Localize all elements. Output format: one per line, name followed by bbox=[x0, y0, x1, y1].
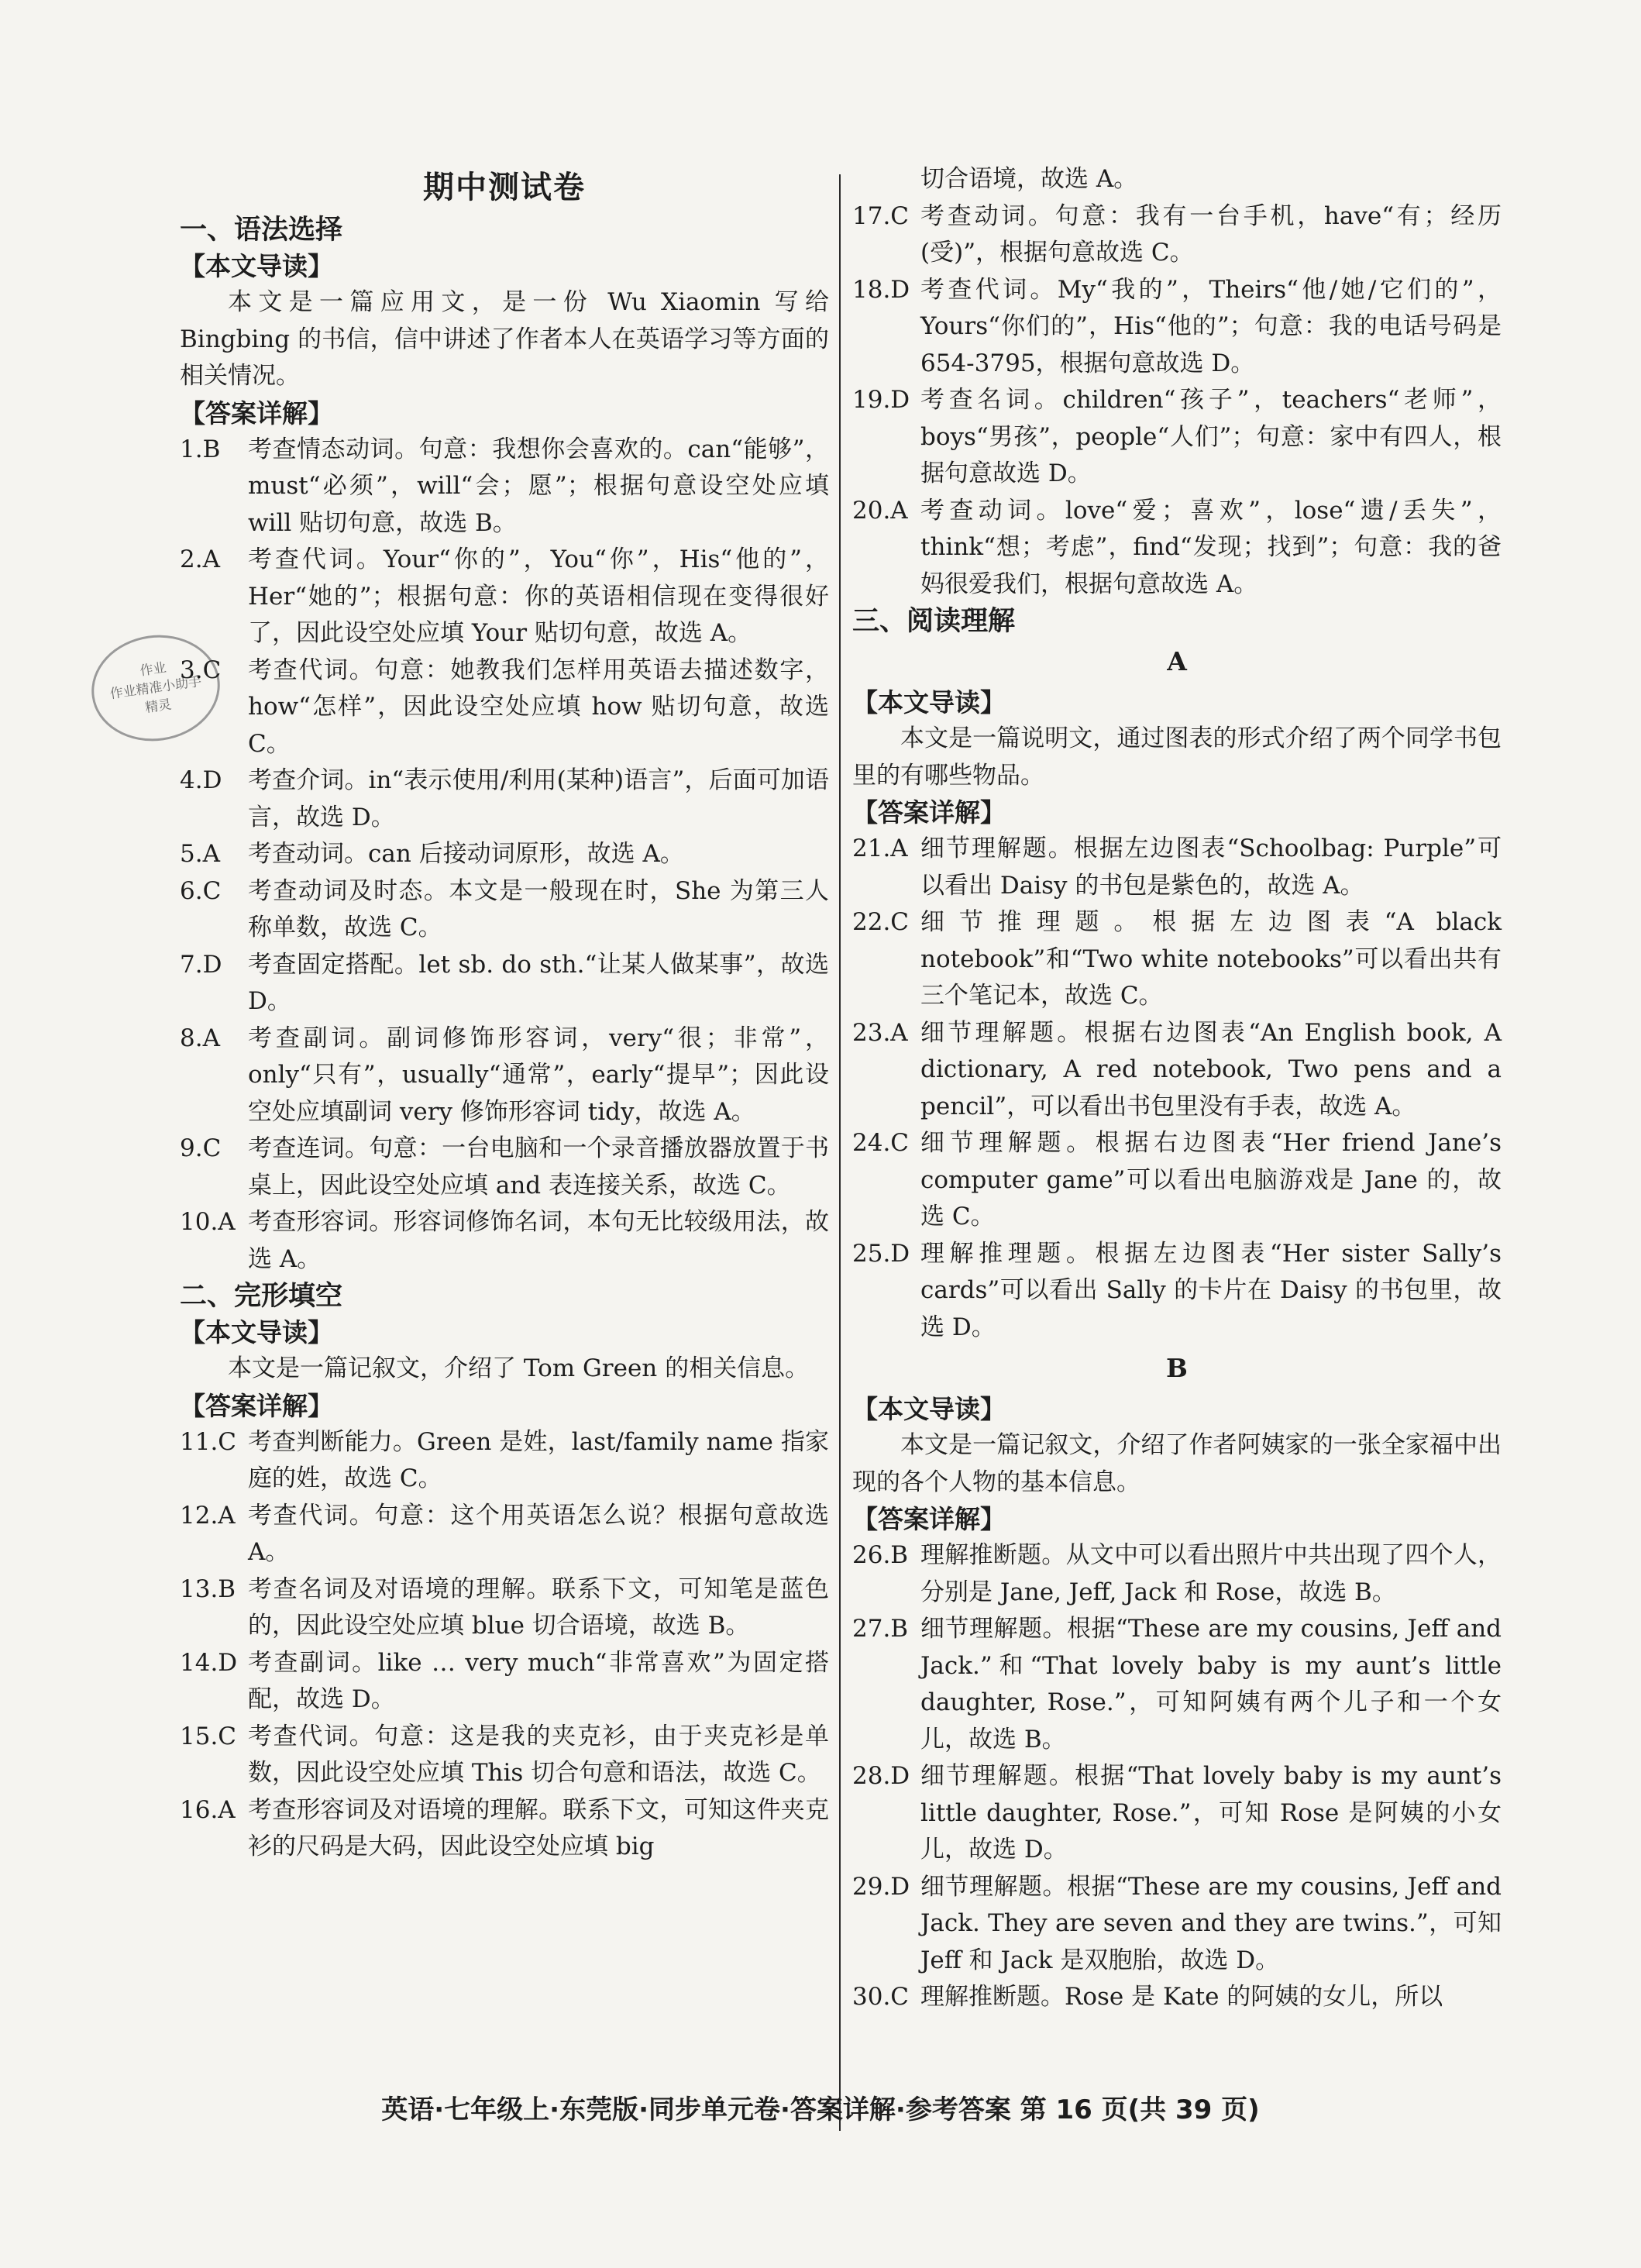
answer-number: 17.C bbox=[852, 201, 910, 230]
answer-number: 29.D bbox=[852, 1872, 910, 1901]
answer-number: 12.A bbox=[180, 1501, 236, 1530]
answer-item bbox=[852, 1869, 1502, 1980]
answer-explanation: 考查固定搭配。let sb. do sth.“让某人做某事”，故选 D。 bbox=[248, 950, 829, 1015]
answer-explanation: 考查代词。Your“你的”，You“你”，His“他的”，Her“她的”；根据句意：你的英语相信现在变得很好了，因此设空处应填 Your 贴切句意，故选 A。 bbox=[248, 545, 829, 647]
intro-paragraph: 本文是一篇说明文，通过图表的形式介绍了两个同学书包里的有哪些物品。 bbox=[852, 724, 1502, 790]
part-label: B bbox=[1166, 1353, 1188, 1383]
answer-item bbox=[180, 1204, 829, 1278]
answer-item bbox=[180, 1792, 829, 1866]
intro-label: 【本文导读】 bbox=[180, 1317, 333, 1347]
answer-label: 【答案详解】 bbox=[852, 797, 1006, 828]
answer-explanation: 细节理解题。根据“These are my cousins, Jeff and Jack. They are seven and they are twins.”，可知 Jeff 和 Jack 是双胞胎，故选 D。 bbox=[920, 1872, 1502, 1974]
answer-label: 【答案详解】 bbox=[180, 398, 333, 428]
answer-number: 9.C bbox=[180, 1134, 222, 1162]
answer-item bbox=[180, 1645, 829, 1719]
answer-explanation: 考查情态动词。句意：我想你会喜欢的。can“能够”，must“必须”，will“会；愿”；根据句意设空处应填 will 贴切句意，故选 B。 bbox=[248, 435, 829, 537]
answer-explanation: 细节理解题。根据右边图表“Her friend Jane’s computer game”可以看出电脑游戏是 Jane 的，故选 C。 bbox=[920, 1129, 1502, 1230]
part-label: A bbox=[1167, 646, 1187, 676]
answer-item bbox=[852, 1236, 1502, 1347]
answer-item bbox=[180, 1719, 829, 1792]
answer-explanation: 细节理解题。根据右边图表“An English book, A dictionary, A red notebook, Two pens and a pencil”，可以看出书包里没有手表，故选 A。 bbox=[920, 1018, 1502, 1120]
answer-item bbox=[852, 1611, 1502, 1758]
answer-explanation: 考查判断能力。Green 是姓，last/family name 指家庭的姓，故选 C。 bbox=[248, 1427, 829, 1492]
answer-item bbox=[852, 1758, 1502, 1869]
answer-item bbox=[852, 493, 1502, 604]
answer-explanation: 细节理解题。根据“That lovely baby is my aunt’s little daughter, Rose.”，可知 Rose 是阿姨的小女儿，故选 D。 bbox=[920, 1762, 1502, 1864]
answer-number: 24.C bbox=[852, 1129, 910, 1157]
answer-number: 22.C bbox=[852, 908, 910, 936]
continued-text: 切合语境，故选 A。 bbox=[920, 165, 1138, 193]
intro-paragraph: 本文是一篇记叙文，介绍了作者阿姨家的一张全家福中出现的各个人物的基本信息。 bbox=[852, 1431, 1502, 1496]
answer-item bbox=[180, 1131, 829, 1204]
answer-explanation: 考查名词及对语境的理解。联系下文，可知笔是蓝色的，因此设空处应填 blue 切合语境，故选 B。 bbox=[248, 1575, 829, 1640]
answer-list bbox=[852, 1537, 1502, 2016]
answer-explanation: 考查形容词。形容词修饰名词，本句无比较级用法，故选 A。 bbox=[248, 1208, 829, 1273]
answer-number: 26.B bbox=[852, 1541, 909, 1569]
answer-explanation: 考查副词。like … very much“非常喜欢”为固定搭配，故选 D。 bbox=[248, 1648, 829, 1713]
answer-number: 1.B bbox=[180, 435, 221, 463]
intro-label: 【本文导读】 bbox=[852, 687, 1006, 718]
answer-item bbox=[852, 272, 1502, 383]
answer-explanation: 考查名词。children“孩子”，teachers“老师”，boys“男孩”，people“人们”；句意：家中有四人，根据句意故选 D。 bbox=[920, 386, 1502, 487]
answer-item bbox=[180, 652, 829, 763]
intro-paragraph: 本文是一篇记叙文，介绍了 Tom Green 的相关信息。 bbox=[228, 1354, 810, 1382]
stamp-text: 作业 bbox=[139, 659, 167, 680]
answer-number: 14.D bbox=[180, 1648, 238, 1677]
answer-item bbox=[180, 947, 829, 1020]
answer-number: 19.D bbox=[852, 386, 910, 414]
answer-label: 【答案详解】 bbox=[180, 1390, 333, 1421]
answer-explanation: 理解推断题。从文中可以看出照片中共出现了四个人，分别是 Jane, Jeff, Jack 和 Rose，故选 B。 bbox=[920, 1541, 1502, 1606]
answer-explanation: 考查形容词及对语境的理解。联系下文，可知这件夹克衫的尺码是大码，因此设空处应填 big bbox=[248, 1795, 829, 1860]
answer-explanation: 考查动词。love“爱；喜欢”，lose“遗/丢失”，think“想；考虑”，find“发现；找到”；句意：我的爸妈很爱我们，根据句意故选 A。 bbox=[920, 496, 1502, 598]
answer-number: 15.C bbox=[180, 1722, 237, 1750]
answer-number: 10.A bbox=[180, 1208, 236, 1236]
answer-explanation: 考查介词。in“表示使用/利用(某种)语言”，后面可加语言，故选 D。 bbox=[248, 766, 829, 831]
answer-number: 20.A bbox=[852, 496, 908, 525]
page-footer: 英语·七年级上·东莞版·同步单元卷·答案详解·参考答案 第 16 页(共 39 页) bbox=[381, 2094, 1260, 2125]
answer-item bbox=[852, 1979, 1502, 2016]
answer-item bbox=[180, 1020, 829, 1131]
answer-number: 27.B bbox=[852, 1615, 909, 1643]
answer-item bbox=[852, 382, 1502, 493]
stamp-text: 精灵 bbox=[144, 697, 173, 717]
answer-explanation: 细节理解题。根据“These are my cousins, Jeff and Jack.”和“That lovely baby is my aunt’s little daughter, Rose.”，可知阿姨有两个儿子和一个女儿，故选 B。 bbox=[920, 1615, 1502, 1753]
answer-number: 16.A bbox=[180, 1795, 236, 1824]
left-column bbox=[180, 167, 829, 1866]
section-heading: 三、阅读理解 bbox=[852, 605, 1016, 637]
page-title: 期中测试卷 bbox=[423, 169, 586, 205]
answer-explanation: 考查连词。句意：一台电脑和一个录音播放器放置于书桌上，因此设空处应填 and 表连接关系，故选 C。 bbox=[248, 1134, 829, 1199]
answer-item bbox=[180, 836, 829, 873]
answer-number: 7.D bbox=[180, 950, 222, 979]
answer-number: 18.D bbox=[852, 275, 910, 304]
answer-explanation: 考查动词及时态。本文是一般现在时，She 为第三人称单数，故选 C。 bbox=[248, 876, 829, 941]
answer-number: 3.C bbox=[180, 656, 222, 684]
intro-label: 【本文导读】 bbox=[852, 1394, 1006, 1424]
answer-number: 8.A bbox=[180, 1024, 220, 1052]
stamp-text: 作业精准小助手 bbox=[108, 673, 203, 703]
answer-item bbox=[852, 1015, 1502, 1126]
column-divider bbox=[839, 174, 841, 2131]
answer-number: 4.D bbox=[180, 766, 222, 794]
answer-explanation: 考查代词。句意：这是我的夹克衫，由于夹克衫是单数，因此设空处应填 This 切合句意和语法，故选 C。 bbox=[248, 1722, 829, 1787]
answer-explanation: 考查代词。句意：这个用英语怎么说？根据句意故选 A。 bbox=[248, 1501, 829, 1566]
right-column bbox=[852, 161, 1502, 2016]
answer-number: 28.D bbox=[852, 1762, 910, 1790]
answer-explanation: 考查代词。句意：她教我们怎样用英语去描述数字，how“怎样”，因此设空处应填 how 贴切句意，故选 C。 bbox=[248, 656, 829, 758]
section-heading: 二、完形填空 bbox=[180, 1280, 343, 1312]
answer-list bbox=[180, 1424, 829, 1866]
answer-label: 【答案详解】 bbox=[852, 1504, 1006, 1534]
answer-explanation: 考查代词。My“我的”，Theirs“他/她/它们的”，Yours“你们的”，His“他的”；句意：我的电话号码是 654-3795，根据句意故选 D。 bbox=[920, 275, 1502, 377]
answer-number: 2.A bbox=[180, 545, 220, 573]
answer-number: 5.A bbox=[180, 840, 220, 868]
answer-number: 30.C bbox=[852, 1983, 910, 2011]
answer-item bbox=[852, 831, 1502, 904]
answer-number: 6.C bbox=[180, 876, 222, 905]
answer-number: 23.A bbox=[852, 1018, 908, 1047]
answer-explanation: 理解推理题。根据左边图表“Her sister Sally’s cards”可以看出 Sally 的卡片在 Daisy 的书包里，故选 D。 bbox=[920, 1239, 1502, 1341]
intro-paragraph: 本文是一篇应用文，是一份 Wu Xiaomin 写给 Bingbing 的书信，信中讲述了作者本人在英语学习等方面的相关情况。 bbox=[180, 288, 829, 390]
answer-item bbox=[180, 762, 829, 836]
answer-item bbox=[180, 873, 829, 947]
answer-explanation: 考查动词。句意：我有一台手机，have“有；经历(受)”，根据句意故选 C。 bbox=[920, 201, 1502, 267]
intro-label: 【本文导读】 bbox=[180, 251, 333, 281]
answer-explanation: 细节理解题。根据左边图表“Schoolbag: Purple”可以看出 Daisy 的书包是紫色的，故选 A。 bbox=[920, 835, 1502, 900]
answer-item bbox=[852, 904, 1502, 1015]
section-heading: 一、语法选择 bbox=[180, 214, 343, 246]
answer-list bbox=[180, 432, 829, 1279]
answer-item bbox=[852, 1537, 1502, 1611]
answer-number: 25.D bbox=[852, 1239, 910, 1268]
answer-explanation: 考查副词。副词修饰形容词，very“很；非常”，only“只有”，usually“通常”，early“提早”；因此设空处应填副词 very 修饰形容词 tidy，故选 A。 bbox=[248, 1024, 829, 1126]
answer-list bbox=[852, 198, 1502, 604]
answer-item bbox=[180, 1571, 829, 1645]
answer-explanation: 细节推理题。根据左边图表“A black notebook”和“Two white notebooks”可以看出共有三个笔记本，故选 C。 bbox=[920, 908, 1502, 1010]
answer-number: 11.C bbox=[180, 1427, 237, 1456]
answer-item bbox=[180, 1498, 829, 1571]
answer-number: 13.B bbox=[180, 1575, 236, 1603]
answer-item bbox=[180, 1424, 829, 1498]
answer-item bbox=[852, 198, 1502, 272]
answer-item bbox=[180, 432, 829, 542]
answer-explanation: 理解推断题。Rose 是 Kate 的阿姨的女儿，所以 bbox=[920, 1983, 1443, 2011]
answer-explanation: 考查动词。can 后接动词原形，故选 A。 bbox=[248, 840, 684, 868]
answer-number: 21.A bbox=[852, 835, 908, 862]
answer-list bbox=[852, 831, 1502, 1346]
answer-item bbox=[852, 1125, 1502, 1236]
answer-item bbox=[180, 542, 829, 652]
